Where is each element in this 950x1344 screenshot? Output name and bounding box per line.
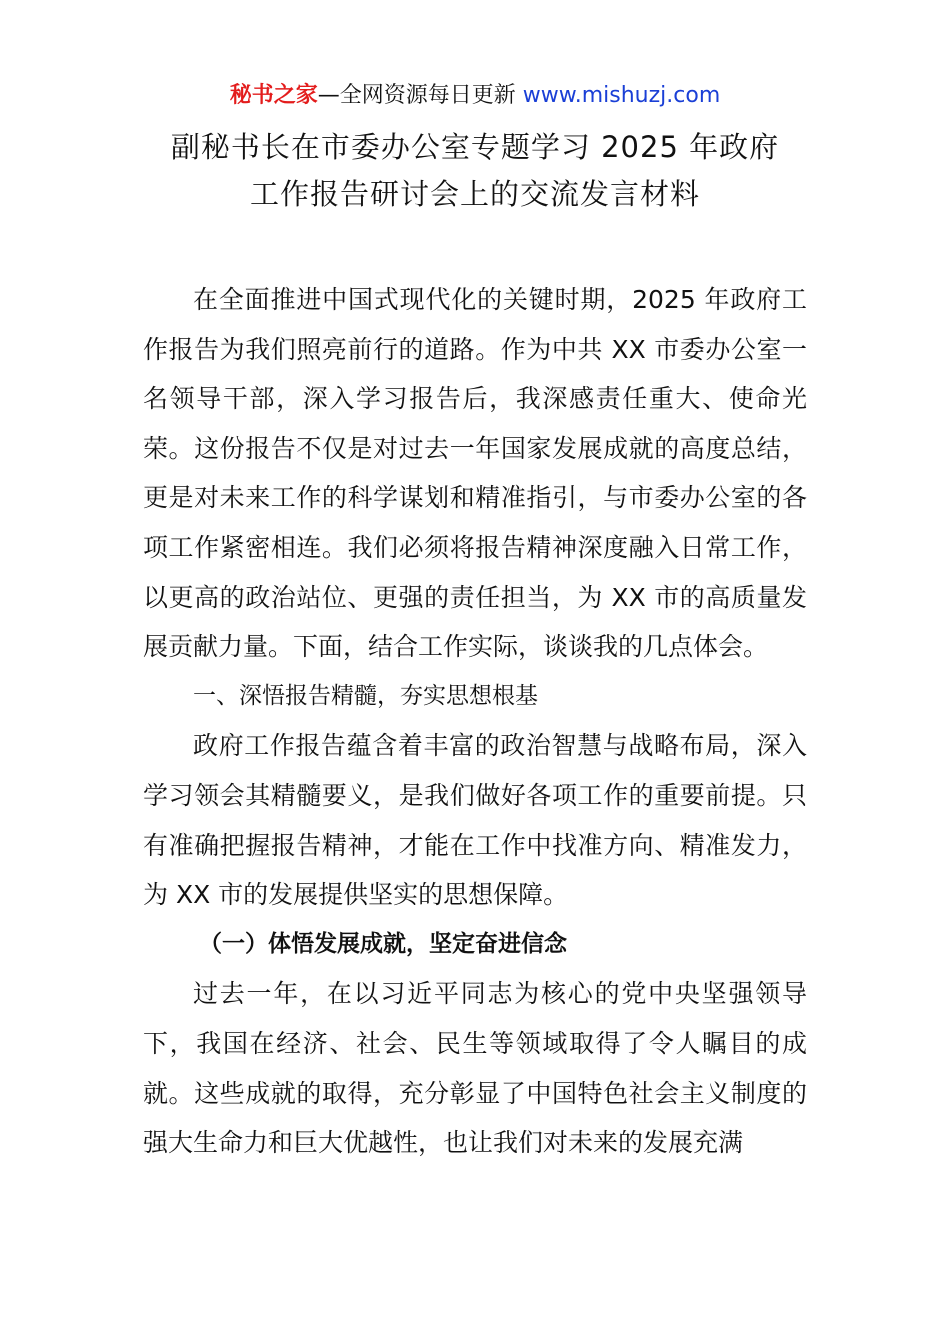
subsection-1-paragraph: 过去一年，在以习近平同志为核心的党中央坚强领导下，我国在经济、社会、民生等领域取得了令人瞩目的成就。这些成就的取得，充分彰显了中国特色社会主义制度的强大生命力和巨大优越性，也让我们对未来的发展充满 xyxy=(143,979,807,1158)
title-line-2: 工作报告研讨会上的交流发言材料 xyxy=(249,177,700,211)
section-1-paragraph: 政府工作报告蕴含着丰富的政治智慧与战略布局，深入学习领会其精髓要义，是我们做好各项工作的重要前提。只有准确把握报告精神，才能在工作中找准方向、精准发力，为 XX 市的发展提供坚实的思想保障。 xyxy=(143,731,807,910)
intro-paragraph: 在全面推进中国式现代化的关键时期，2025 年政府工作报告为我们照亮前行的道路。作为中共 XX 市委办公室一名领导干部，深入学习报告后，我深感责任重大、使命光荣。这份报告不仅是对过去一年国家发展成就的高度总结，更是对未来工作的科学谋划和精准指引，与市委办公室的各项工作紧密相连。我们必须将报告精神深度融入日常工作，以更高的政治站位、更强的责任担当，为 XX 市的高质量发展贡献力量。下面，结合工作实际，谈谈我的几点体会。 xyxy=(143,285,807,662)
title-line-1: 副秘书长在市委办公室专题学习 2025 年政府 xyxy=(170,130,780,164)
subsection-heading-1: （一）体悟发展成就，坚定奋进信念 xyxy=(199,930,567,957)
site-header xyxy=(0,80,950,112)
site-url-link[interactable]: www.mishuzj.com xyxy=(522,83,721,108)
site-brand: 秘书之家 xyxy=(229,83,318,108)
document-title xyxy=(0,124,950,218)
site-tagline: —全网资源每日更新 xyxy=(317,83,523,108)
document-body xyxy=(143,275,807,1168)
section-heading-1: 一、深悟报告精髓，夯实思想根基 xyxy=(193,682,538,709)
